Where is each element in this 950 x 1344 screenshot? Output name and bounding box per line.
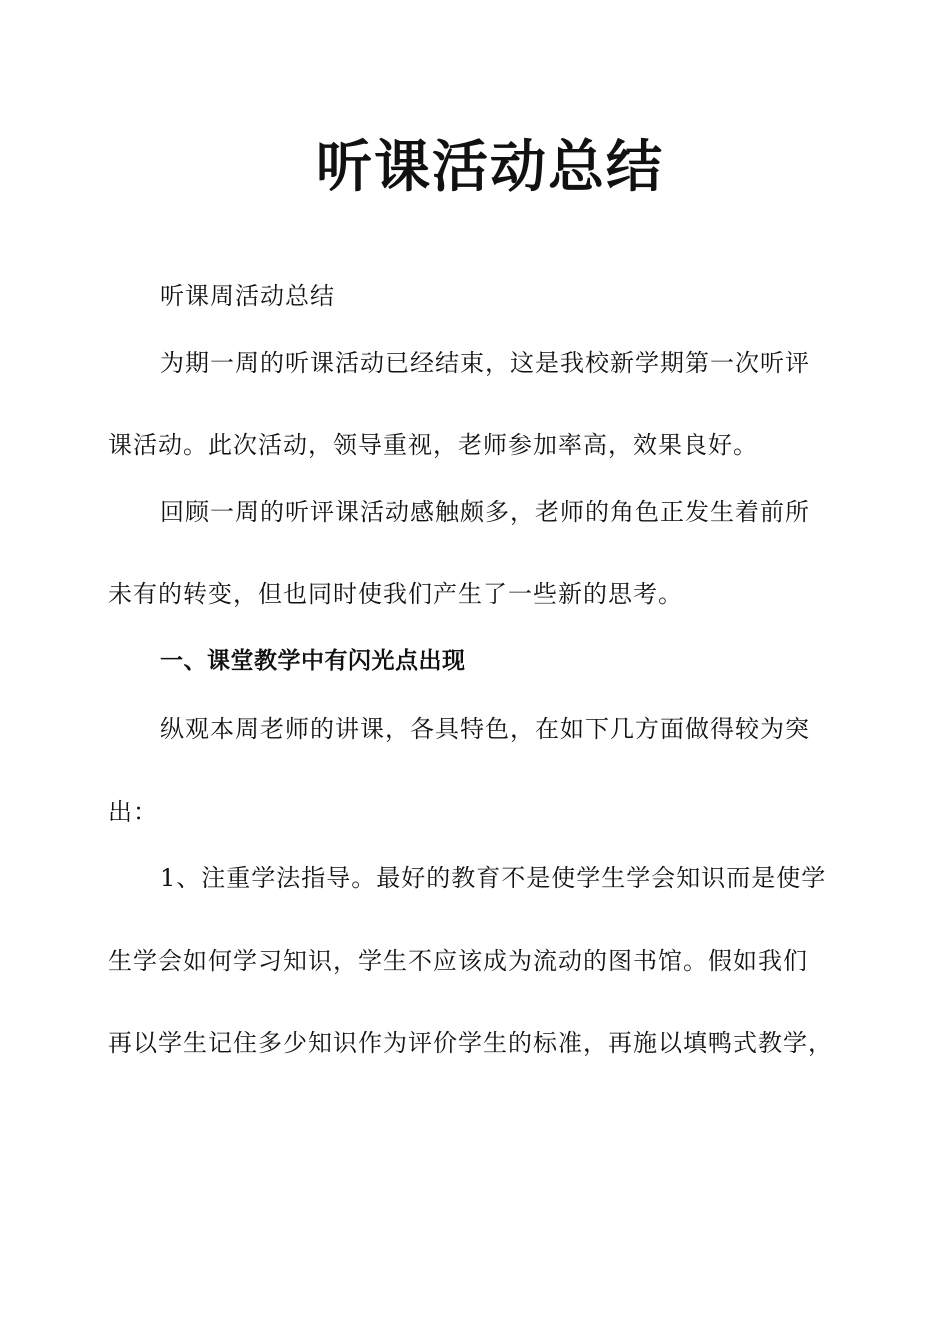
paragraph-line: 出： — [108, 798, 158, 826]
paragraph-line: 再以学生记住多少知识作为评价学生的标准，再施以填鸭式教学， — [108, 1029, 833, 1057]
paragraph-line: 为期一周的听课活动已经结束，这是我校新学期第一次听评 — [160, 349, 810, 377]
paragraph-line: 纵观本周老师的讲课，各具特色，在如下几方面做得较为突 — [160, 715, 810, 743]
paragraph-line: 未有的转变，但也同时使我们产生了一些新的思考。 — [108, 580, 683, 608]
subtitle-line: 听课周活动总结 — [160, 282, 335, 310]
paragraph-line: 课活动。此次活动，领导重视，老师参加率高，效果良好。 — [108, 431, 758, 459]
section-heading: 一、课堂教学中有闪光点出现 — [160, 648, 466, 674]
document-title: 听课活动总结 — [316, 135, 664, 200]
paragraph-line: 生学会如何学习知识，学生不应该成为流动的图书馆。假如我们 — [108, 947, 808, 975]
paragraph-line: 1、注重学法指导。最好的教育不是使学生学会知识而是使学 — [160, 864, 827, 892]
paragraph-line: 回顾一周的听评课活动感触颇多，老师的角色正发生着前所 — [160, 498, 810, 526]
